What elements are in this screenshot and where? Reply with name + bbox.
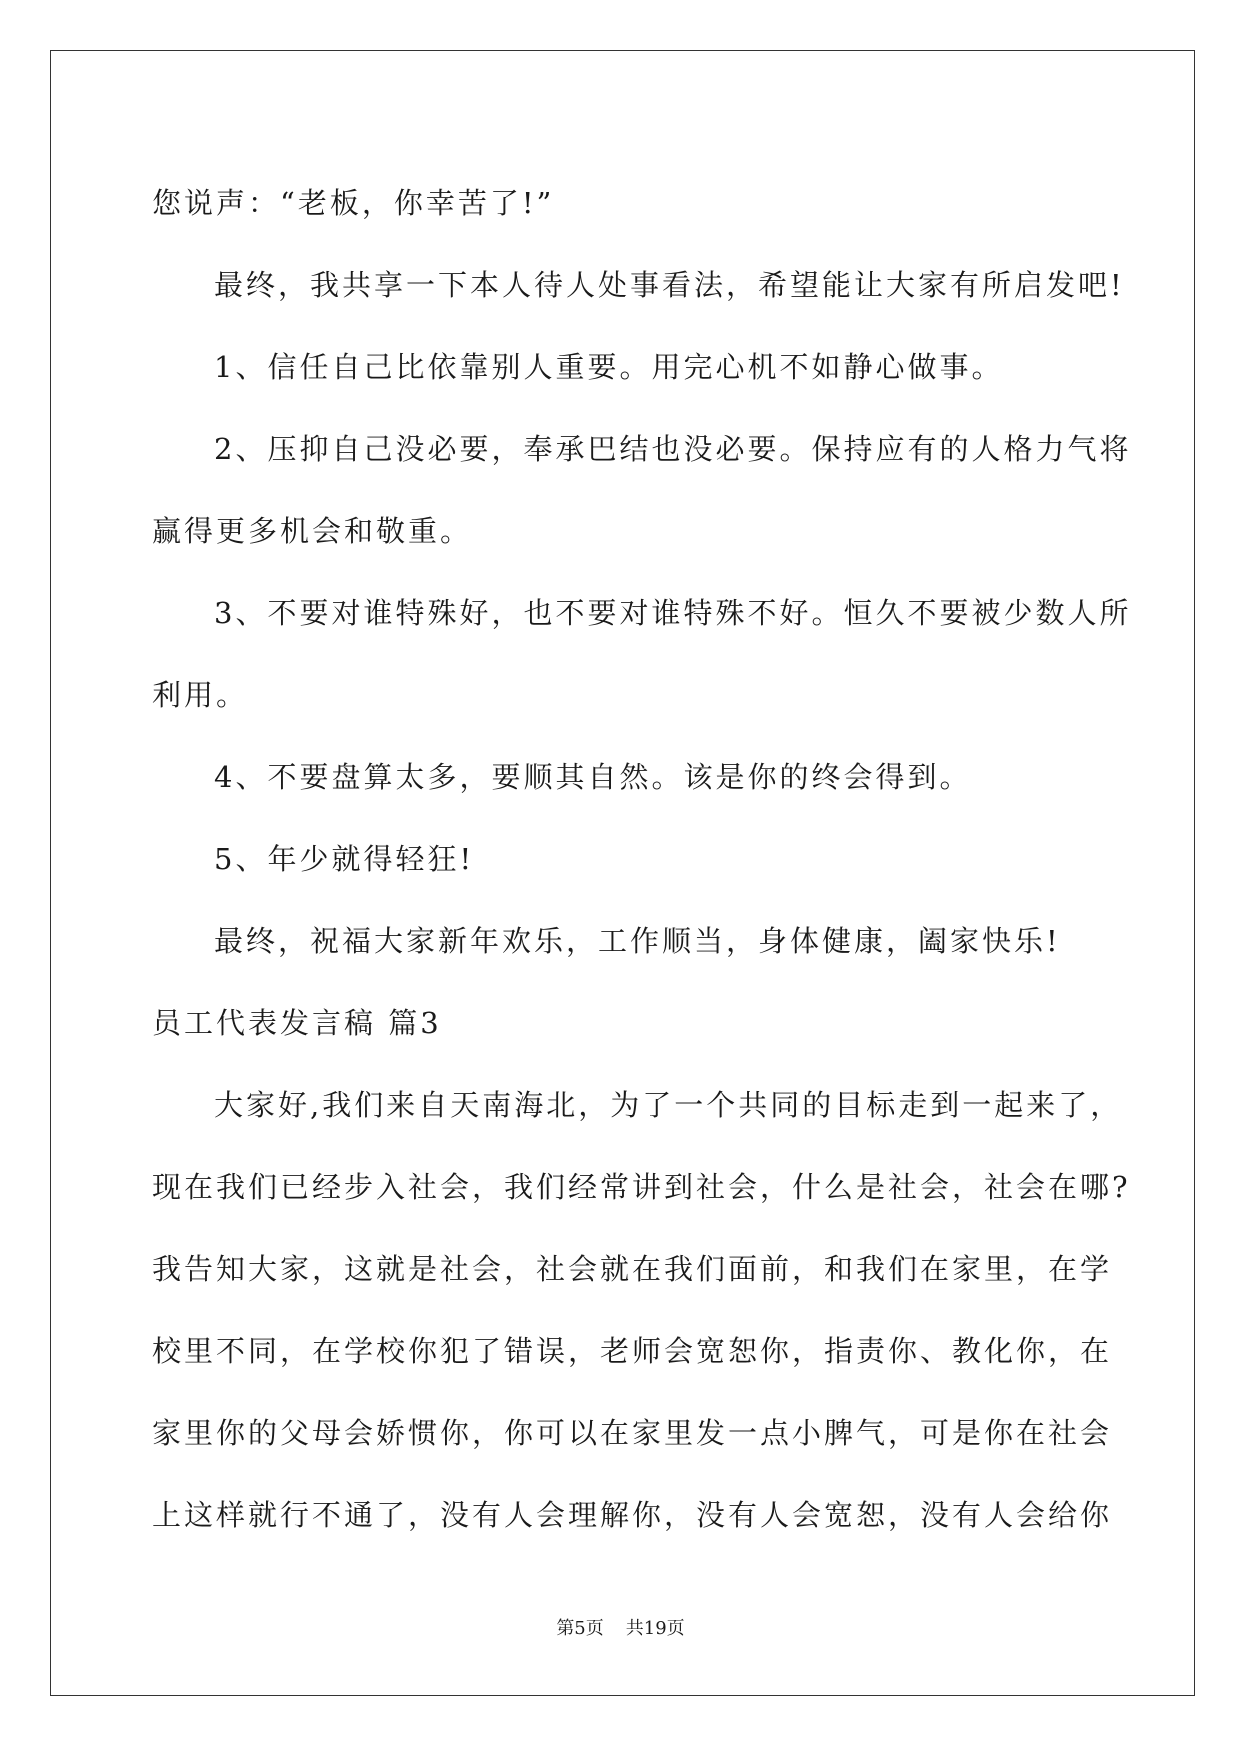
text-line: 最终，我共享一下本人待人处事看法，希望能让大家有所启发吧! xyxy=(214,268,1125,302)
text-line: 最终，祝福大家新年欢乐，工作顺当，身体健康，阖家快乐! xyxy=(214,924,1061,958)
text-line: 现在我们已经步入社会，我们经常讲到社会，什么是社会，社会在哪? xyxy=(152,1170,1131,1204)
text-line: 上这样就行不通了，没有人会理解你，没有人会宽恕，没有人会给你 xyxy=(152,1498,1113,1532)
document-body xyxy=(152,162,1132,1556)
text-line: 1、信任自己比依靠别人重要。用完心机不如静心做事。 xyxy=(214,350,1004,384)
text-line: 校里不同，在学校你犯了错误，老师会宽恕你，指责你、教化你，在 xyxy=(152,1334,1113,1368)
text-line: 3、不要对谁特殊好，也不要对谁特殊不好。恒久不要被少数人所 xyxy=(214,596,1132,630)
text-line: 赢得更多机会和敬重。 xyxy=(152,514,473,548)
text-line: 大家好,我们来自天南海北，为了一个共同的目标走到一起来了， xyxy=(214,1088,1123,1122)
page-number: 第5页 xyxy=(556,1618,604,1639)
page-total: 共19页 xyxy=(625,1618,685,1639)
text-line: 家里你的父母会娇惯你，你可以在家里发一点小脾气，可是你在社会 xyxy=(152,1416,1113,1450)
text-line: 您说声：“老板，你幸苦了!” xyxy=(152,186,555,220)
text-line: 2、压抑自己没必要，奉承巴结也没必要。保持应有的人格力气将 xyxy=(214,432,1132,466)
text-line: 利用。 xyxy=(152,678,249,712)
section-heading: 员工代表发言稿 篇3 xyxy=(152,1006,442,1040)
text-line: 5、年少就得轻狂! xyxy=(214,842,475,876)
text-line: 我告知大家，这就是社会，社会就在我们面前，和我们在家里，在学 xyxy=(152,1252,1113,1286)
text-line: 4、不要盘算太多，要顺其自然。该是你的终会得到。 xyxy=(214,760,972,794)
page-footer xyxy=(0,1614,1241,1640)
